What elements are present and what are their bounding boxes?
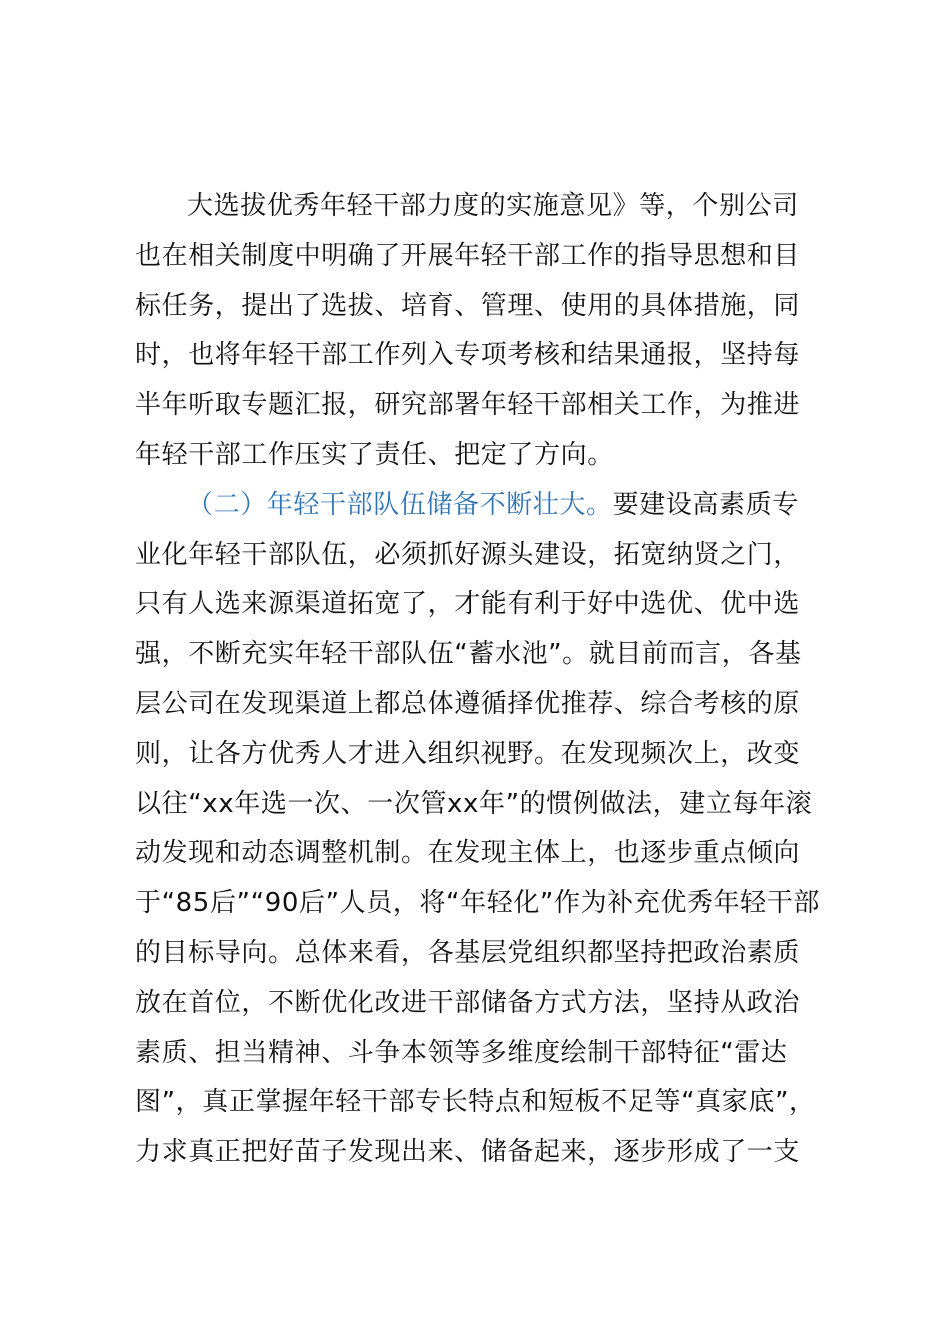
- paragraph-line: 时，也将年轻干部工作列入专项考核和结果通报，坚持每: [135, 340, 801, 371]
- paragraph-line: 大选拔优秀年轻干部力度的实施意见》等，个别公司: [187, 191, 799, 221]
- paragraph-line: 放在首位，不断优化改进干部储备方式方法，坚持从政治: [135, 987, 801, 1018]
- paragraph-line: 年轻干部工作压实了责任、把定了方向。: [135, 439, 614, 470]
- section-heading-line: [135, 481, 835, 531]
- paragraph-line: 也在相关制度中明确了开展年轻干部工作的指导思想和目: [135, 240, 801, 271]
- paragraph-line: 力求真正把好苗子发现出来、储备起来，逐步形成了一支: [135, 1137, 801, 1168]
- paragraph-line: 层公司在发现渠道上都总体遵循择优推荐、综合考核的原: [135, 688, 801, 719]
- paragraph-line: 图”，真正掌握年轻干部专长特点和短板不足等“真家底”，: [135, 1087, 816, 1118]
- section-heading: （二）年轻干部队伍储备不断壮大。: [187, 489, 613, 520]
- paragraph-line: 只有人选来源渠道拓宽了，才能有利于好中选优、优中选: [135, 589, 801, 620]
- paragraph-line: 业化年轻干部队伍，必须抓好源头建设，拓宽纳贤之门，: [135, 539, 801, 570]
- paragraph-line: 强，不断充实年轻干部队伍“蓄水池”。就目前而言，各基: [135, 639, 802, 670]
- paragraph-text: 要建设高素质专: [612, 489, 799, 520]
- paragraph-line: 素质、担当精神、斗争本领等多维度绘制干部特征“雷达: [135, 1037, 788, 1068]
- paragraph-line: 以往“xx年选一次、一次管xx年”的惯例做法，建立每年滚: [135, 788, 813, 819]
- paragraph-line: 于“85后”“90后”人员，将“年轻化”作为补充优秀年轻干部: [135, 888, 820, 919]
- paragraph-line: 标任务，提出了选拔、培育、管理、使用的具体措施，同: [135, 290, 801, 321]
- paragraph-line: 动发现和动态调整机制。在发现主体上，也逐步重点倾向: [135, 838, 801, 869]
- paragraph-line: 的目标导向。总体来看，各基层党组织都坚持把政治素质: [135, 937, 801, 968]
- document-body: [135, 182, 835, 1178]
- paragraph-line: 半年听取专题汇报，研究部署年轻干部相关工作，为推进: [135, 390, 801, 421]
- paragraph-line: 则，让各方优秀人才进入组织视野。在发现频次上，改变: [135, 738, 801, 769]
